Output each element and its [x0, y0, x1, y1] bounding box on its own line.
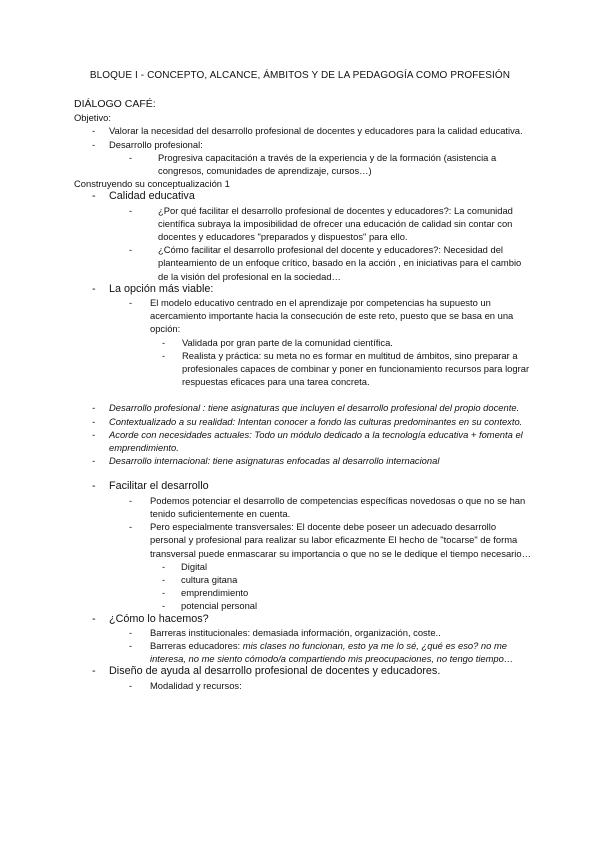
italic-list [74, 401, 534, 467]
spacer [74, 467, 534, 480]
list-item [74, 639, 534, 665]
document-body [74, 98, 534, 692]
facilitar-list [74, 480, 534, 691]
list-item: - Podemos potenciar el desarrollo de competencias específicas novedosas o que no se han tenido suficientemente en cuenta. [74, 494, 534, 520]
list-item: - Barreras institucionales: demasiada información, organización, coste.. [74, 626, 534, 639]
barreras-educadores-text: mis clases no funcionan, esto ya me lo sé, ¿qué es eso? no me interesa, no me siento cómodo/a compartiendo mis preocupaciones, no tengo tiempo… [150, 639, 514, 665]
page-title: BLOQUE I - CONCEPTO, ALCANCE, ÁMBITOS Y DE LA PEDAGOGÍA COMO PROFESIÓN [89, 70, 511, 81]
list-item: - ¿Cómo facilitar el desarrollo profesional del docente y educadores?: Necesidad del planteamiento de un enfoque crítico, basado en la acción , en iniciativas para el cambio de la visión del profesional en la sociedad… [74, 243, 534, 283]
list-item: - Modalidad y recursos: [74, 679, 534, 692]
list-item: - emprendimiento [74, 586, 534, 599]
list-item: - Digital [74, 560, 534, 573]
list-item: - Realista y práctica: su meta no es formar en multitud de ámbitos, sino preparar a profesionales capaces de combinar y poner en funcionamiento recursos para lograr respuestas eficaces para una tarea concreta. [74, 349, 534, 389]
list-item: - cultura gitana [74, 573, 534, 586]
list-item: - Contextualizado a su realidad: Intentan conocer a fondo las culturas predominantes en su contexto. [74, 415, 534, 428]
spacer [74, 388, 534, 401]
objetivo-label: Objetivo: [74, 112, 111, 124]
list-item: - La opción más viable: [74, 283, 534, 296]
list-item: - Acorde con necesidades actuales: Todo un módulo dedicado a la tecnología educativa + fomenta el emprendimiento. [74, 428, 534, 454]
construyendo-heading: Construyendo su conceptualización 1 [74, 178, 230, 190]
barreras-educadores-label: Barreras educadores: [150, 639, 241, 651]
objetivo-list [74, 124, 534, 177]
list-item: - El modelo educativo centrado en el aprendizaje por competencias ha supuesto un acercamiento importante hacia la consecución de este reto, puesto que se basa en una opción: [74, 296, 534, 336]
list-item: - Calidad educativa [74, 190, 534, 203]
list-item: - Desarrollo internacional: tiene asignaturas enfocadas al desarrollo internacional [74, 454, 534, 467]
section-heading-dialogo: DIÁLOGO CAFÉ: [74, 98, 156, 110]
construyendo-list [74, 190, 534, 388]
list-item: - ¿Por qué facilitar el desarrollo profesional de docentes y educadores?: La comunidad científica subraya la imposibilidad de ofrecer una educación de calidad sin contar con docentes y educadores "preparados y dispuestos" para ello. [74, 204, 534, 244]
list-item: - Desarrollo profesional: [74, 138, 534, 151]
list-item: - Diseño de ayuda al desarrollo profesional de docentes y educadores. [74, 665, 534, 678]
list-item: - Progresiva capacitación a través de la experiencia y de la formación (asistencia a congresos, comunidades de aprendizaje, cursos…) [74, 151, 534, 177]
list-item: - ¿Cómo lo hacemos? [74, 613, 534, 626]
list-item: - Pero especialmente transversales: El docente debe poseer un adecuado desarrollo personal y profesional para realizar su labor eficazmente El hecho de "tocarse" de forma transversal puede enmascarar su importancia o que no se le dedique el tiempo necesario… [74, 520, 534, 560]
list-item: - Validada por gran parte de la comunidad científica. [74, 336, 534, 349]
list-item: - Facilitar el desarrollo [74, 480, 534, 493]
list-item: - potencial personal [74, 599, 534, 612]
list-item: - Valorar la necesidad del desarrollo profesional de docentes y educadores para la calidad educativa. [74, 124, 534, 137]
list-item: - Desarrollo profesional : tiene asignaturas que incluyen el desarrollo profesional del propio docente. [74, 401, 534, 414]
